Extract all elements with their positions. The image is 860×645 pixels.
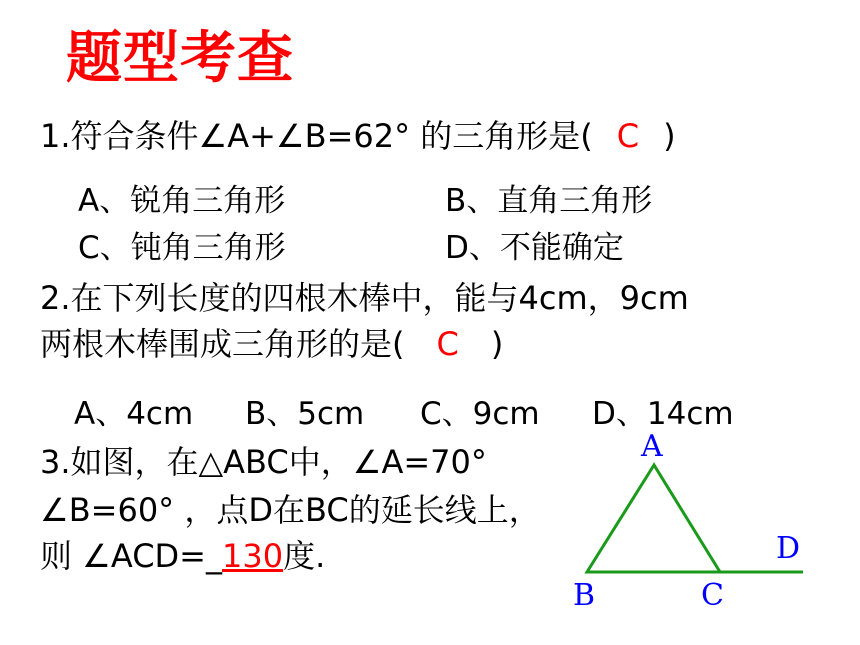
label-a: A xyxy=(641,429,663,464)
question-3-suffix: 度. xyxy=(283,537,326,575)
question-2-option-a: A、4cm xyxy=(74,396,194,432)
question-1-option-a: A、锐角三角形 xyxy=(78,183,286,219)
question-2-stem-line-1: 2.在下列长度的四根木棒中，能与4cm，9cm xyxy=(40,279,689,317)
question-3-line-1: 3.如图，在△ABC中，∠A=70° xyxy=(40,443,487,481)
label-b: B xyxy=(573,578,596,613)
question-1-option-c: C、钝角三角形 xyxy=(78,230,286,266)
question-1-text: 1.符合条件∠A+∠B=62° 的三角形是( xyxy=(40,117,593,155)
question-3-prefix: 则 ∠ACD=_ xyxy=(40,537,222,575)
question-1-close: ) xyxy=(663,117,676,155)
page-title: 题型考查 xyxy=(66,26,294,91)
question-2-close: ) xyxy=(490,325,504,363)
question-2-option-c: C、9cm xyxy=(420,396,540,432)
question-3-answer: 130 xyxy=(222,537,284,575)
question-3-line-2: ∠B=60° ，点D在BC的延长线上， xyxy=(40,491,541,529)
triangle-abc xyxy=(587,465,720,572)
label-d: D xyxy=(776,531,801,566)
question-2-option-d: D、14cm xyxy=(592,396,734,432)
question-1-option-b: B、直角三角形 xyxy=(445,183,653,219)
question-2-text: 两根木棒围成三角形的是( xyxy=(40,325,405,363)
question-2-option-b: B、5cm xyxy=(245,396,365,432)
question-1-option-d: D、不能确定 xyxy=(445,230,624,266)
label-c: C xyxy=(701,578,724,613)
question-2-answer: C xyxy=(436,325,459,363)
question-1-answer: C xyxy=(616,117,640,155)
